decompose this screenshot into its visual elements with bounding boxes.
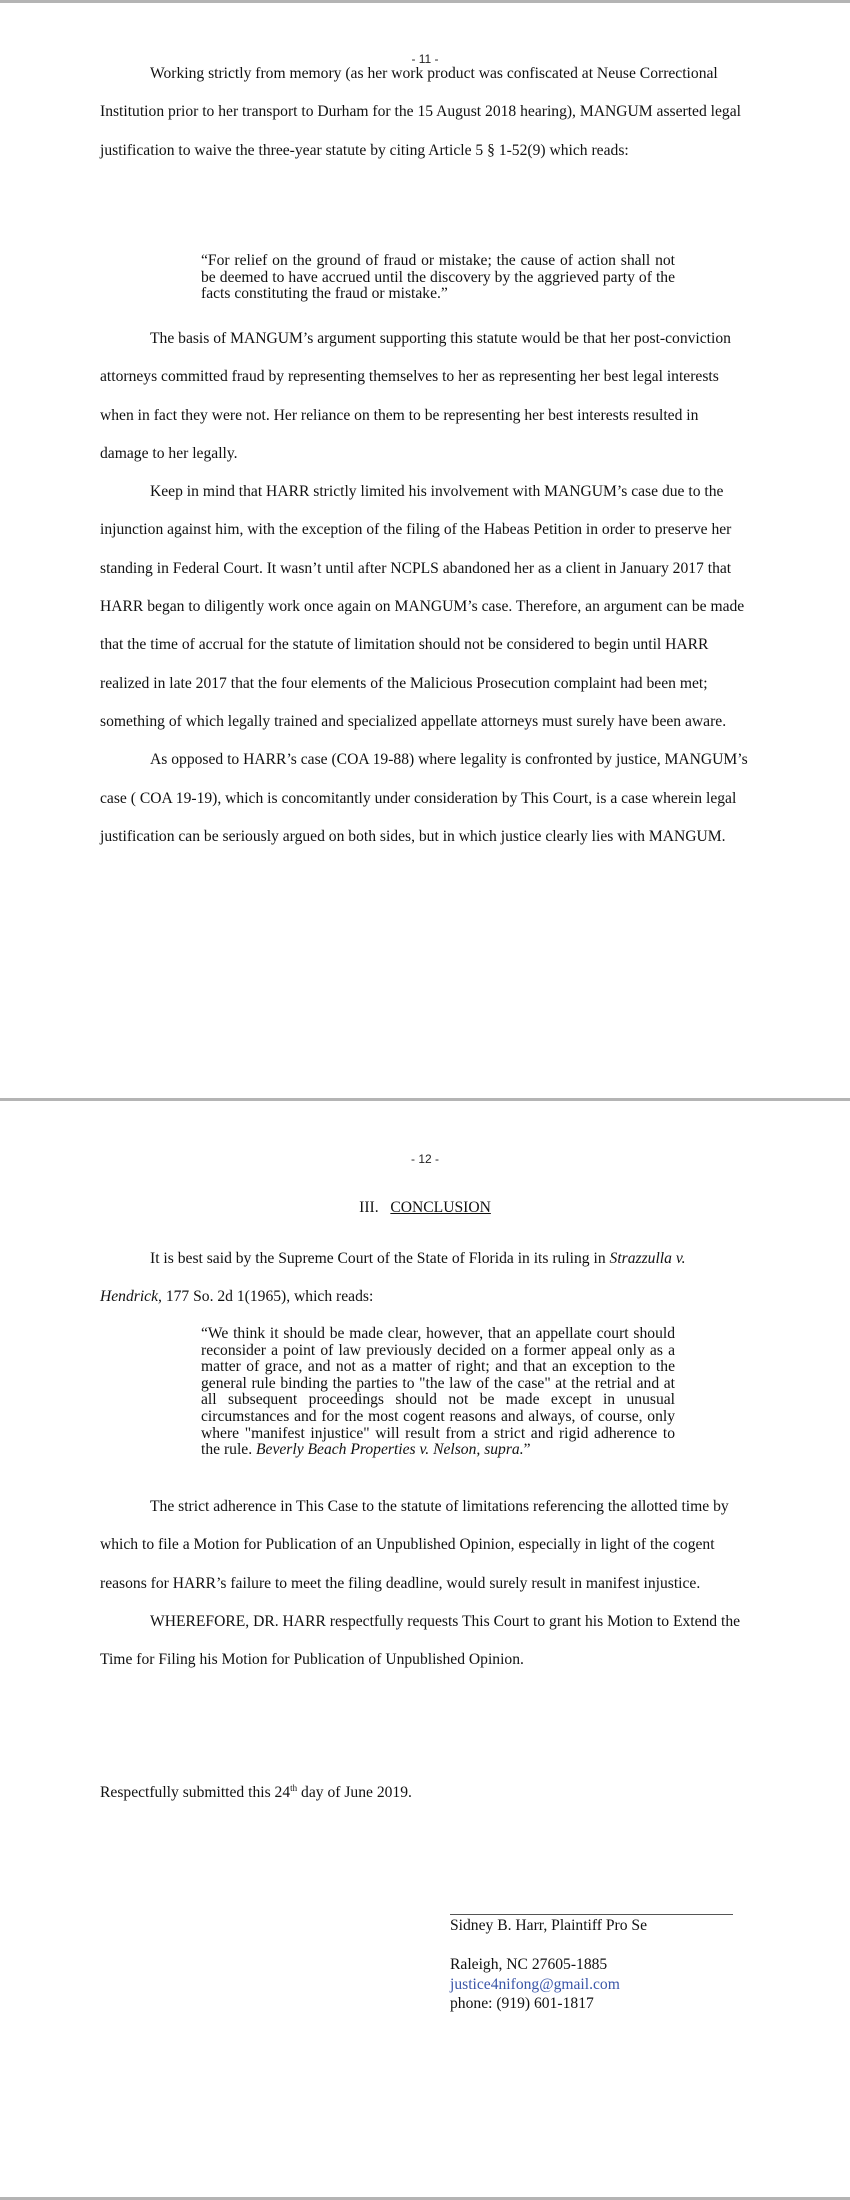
- signature-name: Sidney B. Harr, Plaintiff Pro Se: [450, 1917, 648, 1934]
- quote-close: ”: [523, 1441, 531, 1459]
- signature-line: [450, 1914, 733, 1915]
- paragraph: As opposed to HARR’s case (COA 19-88) where legality is confronted by justice, MANGUM’s case ( COA 19-19), which is concomitantly under consideration by This Court, is a case wherein legal justification can be seriously argued on both sides, but in which justice clearly lies with MANGUM.: [100, 751, 748, 845]
- case-name: Strazzulla v. Hendrick,: [100, 1250, 686, 1306]
- section-heading: [0, 1199, 850, 1217]
- page-number: - 11 -: [411, 52, 439, 66]
- submitted-suffix: day of June 2019.: [297, 1784, 412, 1801]
- page-11-body-cont: [100, 320, 750, 856]
- block-quote: “For relief on the ground of fraud or mistake; the cause of action shall not be deemed to have accrued until the discovery by the aggrieved party of the facts constituting the fraud or mistake.”: [201, 252, 675, 303]
- page-number: - 12 -: [410, 1152, 439, 1166]
- submitted-text: [100, 1774, 750, 1812]
- submitted-prefix: Respectfully submitted this 24: [100, 1784, 291, 1801]
- signature-contact: [450, 1955, 620, 2014]
- email-link[interactable]: justice4nifong@gmail.com: [450, 1975, 620, 1993]
- address: Raleigh, NC 27605-1885: [450, 1956, 608, 1973]
- page-12-body: [100, 1488, 750, 1679]
- submitted-line: [100, 1774, 750, 1812]
- page-top-border: [0, 0, 850, 3]
- paragraph: Working strictly from memory (as her work product was confiscated at Neuse Correctional Institution prior to her transport to Durham for the 15 August 2018 hearing), MANGUM asserted legal justification to waive the three-year statute by citing Article 5 § 1-52(9) which reads:: [100, 65, 741, 159]
- page-separator: [0, 1098, 850, 1101]
- paragraph: [100, 1240, 750, 1317]
- phone: phone: (919) 601-1817: [450, 1995, 594, 2012]
- paragraph: Keep in mind that HARR strictly limited his involvement with MANGUM’s case due to the injunction against him, with the exception of the filing of the Habeas Petition in order to preserve her standing in Federal Court. It wasn’t until after NCPLS abandoned her as a client in January 2017 that HARR began to diligently work once again on MANGUM’s case. Therefore, an argument can be made that the time of accrual for the statute of limitation should not be considered to begin until HARR realized in late 2017 that the four elements of the Malicious Prosecution complaint had been met; something of which legally trained and specialized appellate attorneys must surely have been aware.: [100, 483, 745, 730]
- heading-title: CONCLUSION: [390, 1199, 491, 1216]
- quote-citation: Beverly Beach Properties v. Nelson, supra.: [256, 1441, 524, 1459]
- block-quote: [201, 1326, 675, 1459]
- paragraph: WHEREFORE, DR. HARR respectfully requests This Court to grant his Motion to Extend the Time for Filing his Motion for Publication of Unpublished Opinion.: [100, 1612, 741, 1669]
- ordinal-suffix: th: [290, 1782, 298, 1793]
- quote-text: “We think it should be made clear, however, that an appellate court should reconsider a point of law previously decided on a former appeal only as a matter of grace, and not as a matter of right; and that an exception to the general rule binding the parties to "the law of the case" at the retrial and at all subsequent proceedings should not be made except in unusual circumstances and for the most cogent reasons and always, of course, only where "manifest injustice" will result from a strict and rigid adherence to the rule.: [201, 1325, 675, 1459]
- page-12-intro: [100, 1240, 750, 1317]
- page-11-body: [100, 55, 750, 170]
- heading-numeral: III.: [359, 1199, 379, 1216]
- paragraph: The basis of MANGUM’s argument supporting this statute would be that her post-conviction attorneys committed fraud by representing themselves to her as representing her best legal interests when in fact they were not. Her reliance on them to be representing her best interests resulted in damage to her legally.: [100, 330, 731, 462]
- paragraph: The strict adherence in This Case to the statute of limitations referencing the allotted time by which to file a Motion for Publication of an Unpublished Opinion, especially in light of the cogent reasons for HARR’s failure to meet the filing deadline, would surely result in manifest injustice.: [100, 1498, 729, 1592]
- intro-text: It is best said by the Supreme Court of the State of Florida in its ruling in: [150, 1250, 610, 1267]
- intro-text-tail: 177 So. 2d 1(1965), which reads:: [161, 1288, 374, 1306]
